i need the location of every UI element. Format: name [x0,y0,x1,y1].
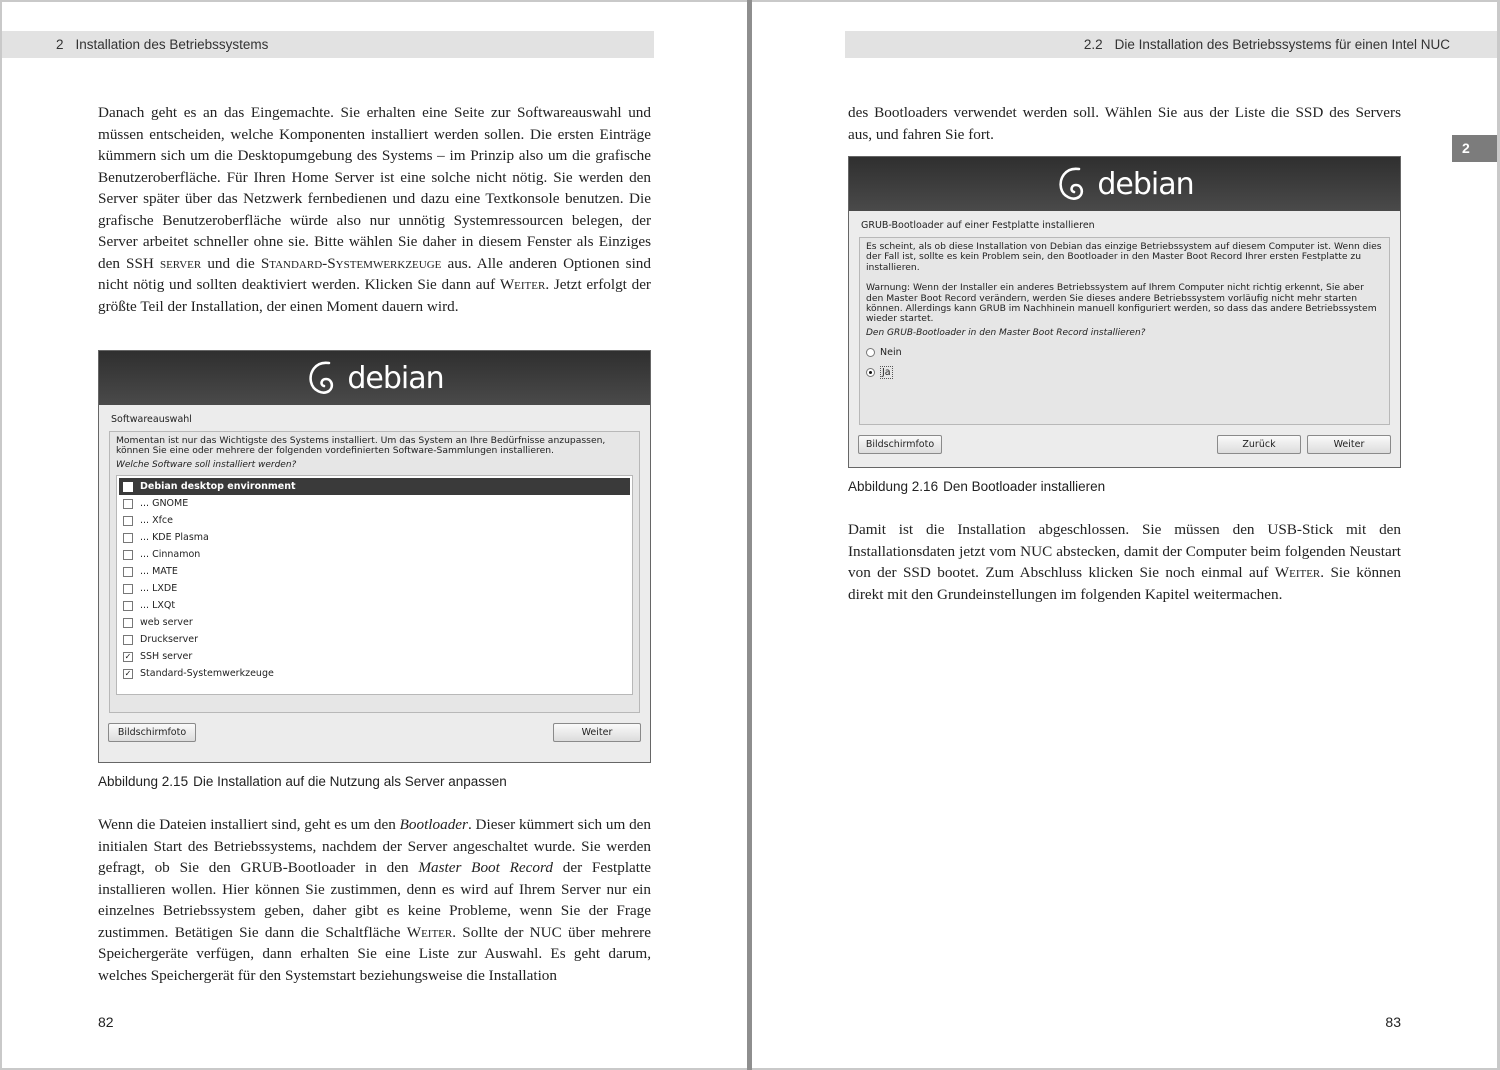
section-title: Die Installation des Betriebssystems für einen Intel NUC [1114,37,1450,52]
software-option[interactable] [119,631,630,648]
grub-screenshot [848,156,1401,468]
screenshot-button[interactable]: Bildschirmfoto [108,723,196,742]
screenshot-button[interactable]: Bildschirmfoto [858,435,942,454]
chapter-tab: 2 [1452,135,1497,162]
option-label: Ja [882,366,891,378]
option-label: ... LXDE [140,583,178,595]
ui-term: Standard-Systemwerkzeuge [260,254,442,272]
answer-options [866,342,1383,382]
paragraph [98,102,651,317]
dialog-panel [859,237,1390,425]
caption-label: Abbildung 2.15 [98,774,189,789]
checkbox[interactable] [123,567,133,577]
paragraph [848,519,1401,605]
option-label: ... KDE Plasma [140,532,209,544]
text: . Jetzt erfolgt der größte Teil der Installation, der einen Moment dauern wird. [98,276,651,315]
software-option[interactable] [119,648,630,665]
text: Wenn die Dateien installiert sind, geht es um den [98,816,400,833]
page-number: 83 [1385,1014,1401,1030]
emphasis: Bootloader [399,816,468,833]
option-label: ... GNOME [140,498,189,510]
checkbox[interactable] [123,618,133,628]
software-option[interactable] [119,614,630,631]
back-button[interactable]: Zurück [1217,435,1301,454]
section-number: 2.2 [1083,37,1103,52]
text: Danach geht es an das Eingemachte. Sie erhalten eine Seite zur Softwareauswahl und müssen entscheiden, welche Komponenten installiert werden sollen. Die ersten Einträge kümmern sich um die Desktopumgebung des Systems – im Prinzip also um die grafische Benutzeroberfläche. Für Ihren Home Server ist eine solche nicht nötig. Sie werden den Server später über das Netzwerk fernbedienen und dazu eine Textkonsole benutzen. Die grafische Benutzeroberfläche würde also nur unnötig Systemressourcen belegen, der Server arbeitet schneller ohne sie. Bitte wählen Sie daher in diesem Fenster als Einziges den [98,104,651,272]
software-selection-screenshot [98,350,651,763]
software-list [116,475,633,695]
continue-button[interactable]: Weiter [553,723,641,742]
option-label: Druckserver [140,634,199,646]
question-text: Den GRUB-Bootloader in den Master Boot Record installieren? [866,327,1146,338]
checkbox[interactable]: ✓ [124,651,132,661]
software-option[interactable] [119,529,630,546]
ui-term: Weiter [499,276,546,293]
checkbox[interactable] [123,635,133,645]
text: Damit ist die Installation abgeschlossen. Sie müssen den USB-Stick mit den Installationsdaten jetzt vom NUC abstecken, damit der Computer beim folgenden Neustart von der SSD bootet. Zum Abschluss klicken Sie noch einmal auf [848,521,1401,581]
nav-buttons [1217,435,1391,454]
option-label: web server [140,617,193,629]
option-label: Standard-Systemwerkzeuge [140,668,274,680]
debian-logo [305,357,443,399]
software-option[interactable] [119,495,630,512]
debian-banner [99,351,650,405]
option-label: Debian desktop environment [140,481,296,493]
emphasis: Master Boot Record [418,859,553,876]
radio-button[interactable] [866,348,875,357]
text: der Festplatte installieren wollen. Hier können Sie zustimmen, denn es wird auf Ihrem Server nur ein einzelnes Betriebssystem geben, daher gibt es keine Probleme, wenn Sie der Frage zustimmen. Betätigen Sie dann die Schaltfläche [98,859,651,941]
paragraph [98,814,651,986]
caption-text: Den Bootloader installieren [943,479,1106,494]
debian-swirl-icon [305,357,345,399]
figure-caption [98,774,507,789]
right-page [752,2,1497,1068]
button-bar [99,713,650,750]
dialog-panel [109,431,640,713]
chapter-title: Installation des Betriebssystems [75,37,269,52]
ui-term: SSH server [126,254,202,272]
checkbox[interactable]: ✓ [124,668,132,678]
radio-option[interactable] [866,342,1383,362]
debian-wordmark: debian [347,360,444,396]
checkbox[interactable] [123,584,133,594]
checkbox[interactable] [123,550,133,560]
software-option[interactable] [119,665,630,682]
running-header [845,31,1497,58]
ui-term: Weiter [406,923,453,941]
button-bar [849,425,1400,462]
text: aus. Alle anderen Optionen sind nicht nötig und sollten deaktiviert werden. Klicken Sie dann auf [98,254,651,293]
option-label: SSH server [140,651,193,663]
checkbox[interactable] [123,533,133,543]
checkbox[interactable] [123,516,133,526]
info-text: Momentan ist nur das Wichtigste des Systems installiert. Um das System an Ihre Bedürfnisse anzupassen, können Sie eine oder mehrere der folgenden vordefinierten Software-Sammlungen installieren. [116,435,606,457]
checkbox[interactable] [123,499,133,509]
text: . Sollte der NUC über mehrere Speichergeräte verfügen, dann erhalten Sie eine Liste zur Auswahl. Es geht darum, welches Speichergerät für den Systemstart beziehungsweise die Installation [98,923,651,984]
figure-caption [848,479,1105,494]
debian-banner [849,157,1400,211]
checkbox[interactable] [123,601,133,611]
debian-logo [1055,163,1193,205]
left-page [2,2,747,1068]
paragraph: des Bootloaders verwendet werden soll. Wählen Sie aus der Liste die SSD des Servers aus, und fahren Sie fort. [848,104,1401,143]
software-option[interactable] [119,478,630,495]
software-option[interactable] [119,512,630,529]
radio-option[interactable] [866,362,1383,382]
dialog-title: Softwareauswahl [111,414,192,425]
caption-text: Die Installation auf die Nutzung als Server anpassen [193,774,507,789]
option-label: ... Xfce [140,515,173,527]
question-text: Welche Software soll installiert werden? [116,459,297,470]
dialog-title: GRUB-Bootloader auf einer Festplatte installieren [861,220,1095,231]
running-header [2,31,654,58]
debian-wordmark: debian [1097,166,1194,202]
info-text: Es scheint, als ob diese Installation von Debian das einzige Betriebssystem auf diesem Computer ist. Wenn dies der Fall ist, sollte es kein Problem sein, den Bootloader in den Master Boot Record Ihrer ersten Festplatte zu installieren. [866,241,1382,273]
option-label: ... Cinnamon [140,549,201,561]
checkbox[interactable] [123,482,133,492]
software-option[interactable] [119,563,630,580]
software-option[interactable] [119,546,630,563]
text: . Dieser kümmert sich um den initialen Start des Betriebssystems, nachdem der Server angeschaltet wurde. Sie werden gefragt, ob Sie den GRUB-Bootloader in den [98,816,652,876]
ui-term: Weiter [1274,564,1321,581]
option-label: ... LXQt [140,600,176,612]
radio-button[interactable] [866,368,875,377]
option-label: Nein [880,346,902,358]
caption-label: Abbildung 2.16 [848,479,939,494]
page-number: 82 [98,1014,114,1030]
continue-button[interactable]: Weiter [1307,435,1391,454]
warning-text: Warnung: Wenn der Installer ein anderes Betriebssystem auf Ihrem Computer nicht richtig erkennt, Sie aber den Master Boot Record verändern, werden Sie dieses andere Betriebssystem vorläufig nicht mehr starten können. Allerdings kann GRUB im Nachhinein manuell konfiguriert werden, so dass das andere Betriebssystem wieder startet. [866,282,1377,325]
software-option[interactable] [119,580,630,597]
debian-swirl-icon [1055,163,1095,205]
software-option[interactable] [119,597,630,614]
option-label: ... MATE [140,566,178,578]
chapter-number: 2 [56,37,64,52]
text: . Sie können direkt mit den Grundeinstellungen im folgenden Kapitel weitermachen. [848,564,1401,603]
text: und die [201,254,261,272]
